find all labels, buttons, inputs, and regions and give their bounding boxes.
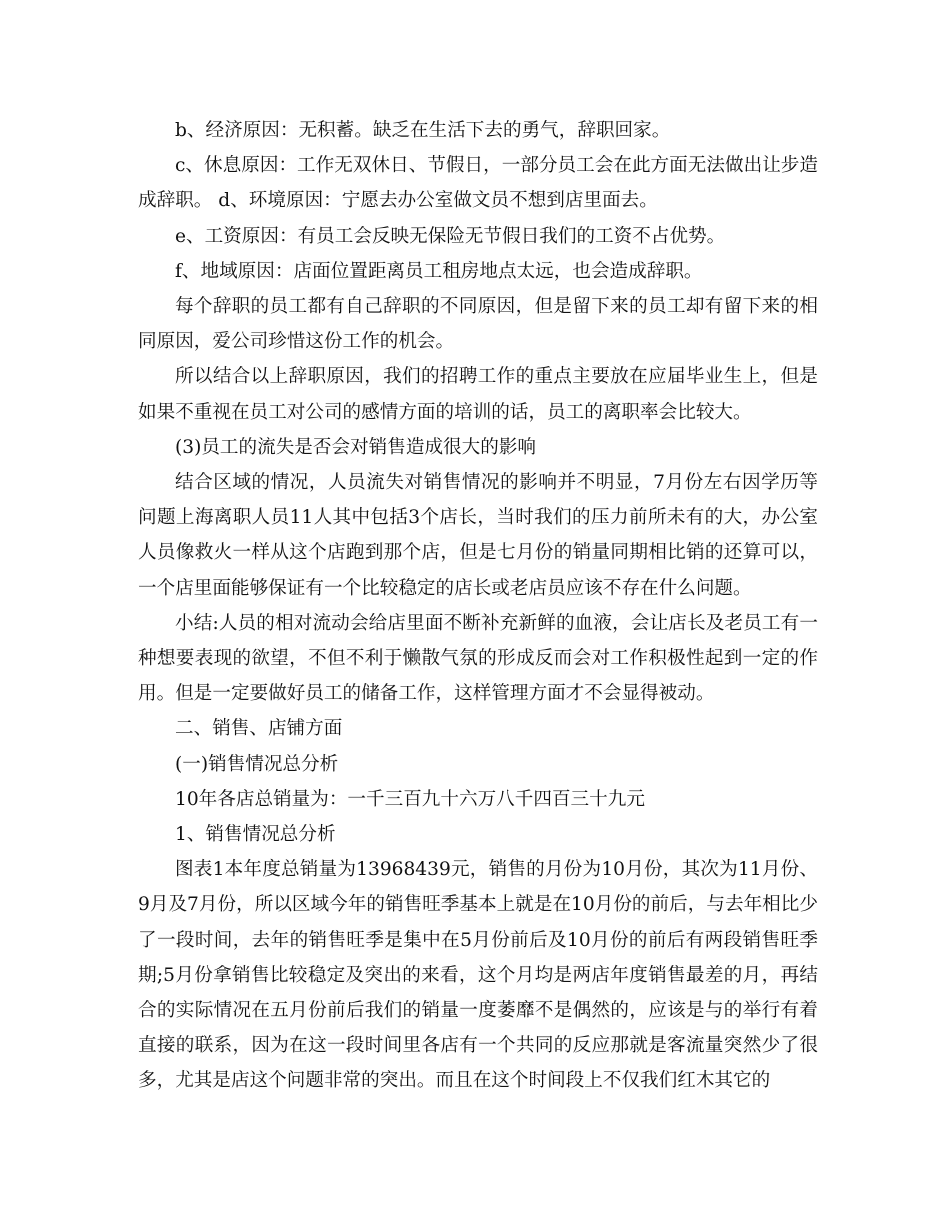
paragraph-salary-reason: e、工资原因：有员工会反映无保险无节假日我们的工资不占优势。: [175, 225, 726, 247]
subsection-heading-sales-overview: 1、销售情况总分析: [175, 824, 336, 846]
paragraph-staff-loss-impact: 结合区域的情况，人员流失对销售情况的影响并不明显，7月份左右因学历等问题上海离职人员11人其中包括3个店长，当时我们的压力前所未有的大，办公室人员像救火一样从这个店跑到那个店，但是七月份的销量同期相比销的还算可以，一个店里面能够保证有一个比较稳定的店长或老店员应该不存在什么问题。: [138, 472, 818, 599]
paragraph-total-sales: 10年各店总销量为：一千三百九十六万八千四百三十九元: [175, 788, 645, 810]
subsection-heading-sales-analysis: (一)销售情况总分析: [175, 753, 339, 775]
paragraph-common-reason: 每个辞职的员工都有自己辞职的不同原因，但是留下来的员工却有留下来的相同原因，爱公司珍惜这份工作的机会。: [138, 296, 818, 353]
paragraph-rest-reason: c、休息原因：工作无双休日、节假日，一部分员工会在此方面无法做出让步造成辞职。 d、环境原因：宁愿去办公室做文员不想到店里面去。: [138, 155, 818, 212]
paragraph-heading-staff-loss: (3)员工的流失是否会对销售造成很大的影响: [175, 436, 537, 458]
paragraph-location-reason: f、地域原因：店面位置距离员工租房地点太远，也会造成辞职。: [175, 260, 703, 282]
document-body: [138, 113, 818, 1099]
paragraph-summary: 小结:人员的相对流动会给店里面不断补充新鲜的血液，会让店长及老员工有一种想要表现的欲望，不但不利于懒散气氛的形成反而会对工作积极性起到一定的作用。但是一定要做好员工的储备工作，这样管理方面才不会显得被动。: [138, 612, 818, 705]
paragraph-economic-reason: b、经济原因：无积蓄。缺乏在生活下去的勇气，辞职回家。: [175, 120, 671, 141]
section-heading-sales-stores: 二、销售、店铺方面: [175, 718, 343, 740]
paragraph-sales-detail: 图表1本年度总销量为13968439元，销售的月份为10月份，其次为11月份、9月及7月份，所以区域今年的销售旺季基本上就是在10月份的前后，与去年相比少了一段时间，去年的销售旺季是集中在5月份前后及10月份的前后有两段销售旺季期;5月份拿销售比较稳定及突出的来看，这个月均是两店年度销售最差的月，再结合的实际情况在五月份前后我们的销量一度萎靡不是偶然的，应该是与的举行有着直接的联系，因为在这一段时间里各店有一个共同的反应那就是客流量突然少了很多，尤其是店这个问题非常的突出。而且在这个时间段上不仅我们红木其它的: [138, 859, 818, 1092]
paragraph-recruitment-focus: 所以结合以上辞职原因，我们的招聘工作的重点主要放在应届毕业生上，但是如果不重视在员工对公司的感情方面的培训的话，员工的离职率会比较大。: [138, 366, 818, 423]
